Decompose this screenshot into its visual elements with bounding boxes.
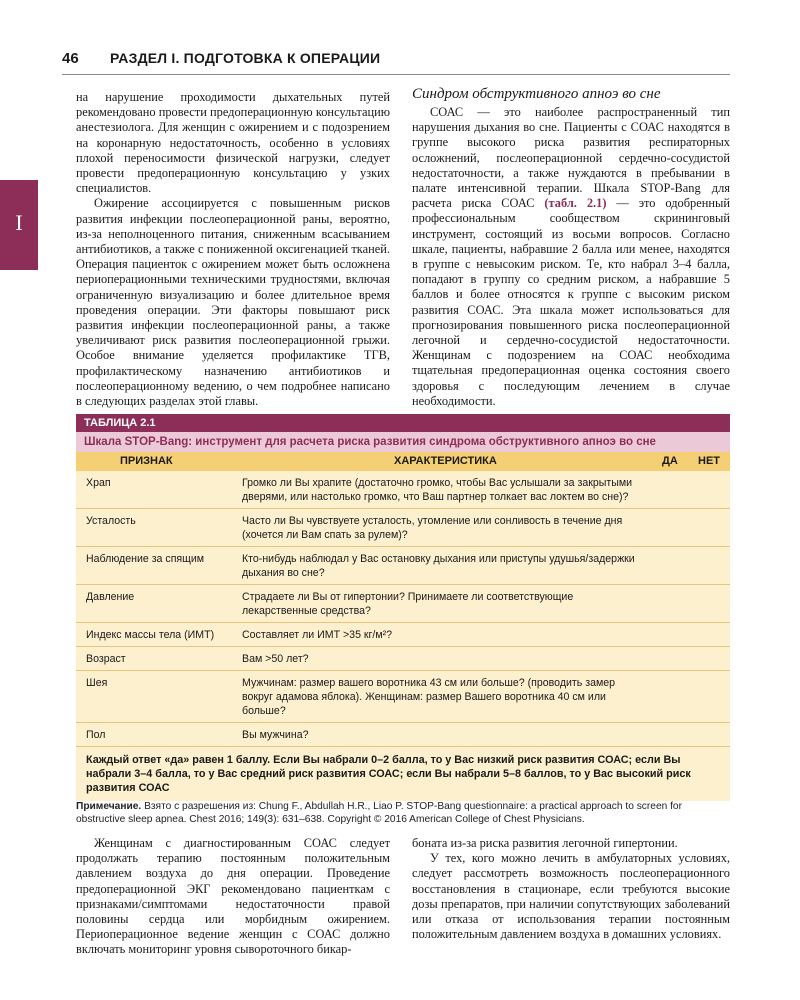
table-caption: Шкала STOP-Bang: инструмент для расчета риска развития синдрома обструктивного апноэ во сне: [76, 432, 730, 452]
left-text-column: [76, 90, 390, 409]
table-reference-link[interactable]: (табл. 2.1): [544, 196, 607, 211]
table-row: [76, 647, 730, 671]
note-label: Примечание.: [76, 801, 142, 812]
left-paragraph-2: Ожирение ассоциируется с повышенным рисков развития инфекции послеоперационной раны, вероятно, из-за неполноценного питания, сниженным всасыванием антибиотиков, а также с пониженной оксигенацией тканей. Операция пациенток с ожирением может быть осложнена периоперационными техническими трудностями, включая ограниченную визуализацию и более длительное время проведения операции. Эти факторы повышают риск развития инфекции послеоперационной раны, а также увеличивают риск развития послеоперационной грыжи. Особое внимание уделяется профилактике ТГВ, профилактическому назначению антибиотиков и послеоперационному ведению, о чем подробнее написано в следующих разделах этой главы.: [76, 196, 390, 409]
row-characteristic: Вы мужчина?: [242, 729, 309, 741]
row-sign: Пол: [86, 729, 106, 741]
header-no: НЕТ: [698, 455, 720, 467]
left-bottom-paragraph: Женщинам с диагностированным СОАС следует продолжать терапию постоянным положительным давлением воздуха до дня операции. Проведение предоперационной ЭКГ рекомендовано пациенткам с признаками/симптомами недостаточности правой половины сердца или морбидным ожирением. Периоперационное ведение женщин с СОАС должно включать мониторинг уровня сывороточного бикар-: [76, 836, 390, 957]
row-characteristic: Вам >50 лет?: [242, 653, 309, 665]
row-characteristic: Мужчинам: размер вашего воротника 43 см или больше? (проводить замер вокруг адамова яблока). Женщинам: размер Вашего воротника 40 см или больше?: [242, 677, 616, 717]
right-bottom-column: [412, 836, 730, 942]
right-bottom-paragraph-2: У тех, кого можно лечить в амбулаторных условиях, следует рассмотреть возможность послеоперационного восстановления в стационаре, если требуются высокие дозы препаратов, при наличии сопутствующих заболеваний или отказа от использования терапии постоянным положительным давлением воздуха в домашних условиях.: [412, 851, 730, 942]
table-footer: Каждый ответ «да» равен 1 баллу. Если Вы набрали 0–2 балла, то у Вас низкий риск развития СОАС; если Вы набрали 3–4 балла, то у Вас средний риск развития СОАС; если Вы набрали 5–8 баллов, то у Вас высокий риск развития СОАС: [86, 754, 691, 794]
row-sign: Храп: [86, 477, 111, 489]
table-note: [76, 800, 730, 826]
row-characteristic: Часто ли Вы чувствуете усталость, утомление или сонливость в течение дня (хочется ли Вам спать за рулем)?: [242, 515, 623, 541]
table-row: [76, 671, 730, 723]
table-row: [76, 623, 730, 647]
page-header: [0, 44, 800, 72]
section-title: РАЗДЕЛ I. ПОДГОТОВКА К ОПЕРАЦИИ: [110, 50, 381, 66]
right-text-column: [412, 105, 730, 409]
right-paragraph: [412, 105, 730, 409]
stop-bang-table: [76, 414, 730, 801]
header-yes: ДА: [662, 455, 678, 467]
note-text: Взято с разрешения из: Chung F., Abdullah H.R., Liao P. STOP-Bang questionnaire: a practical approach to screen for obstructive sleep apnea. Chest 2016; 149(3): 631–638. Copyright © 2016 American College of Chest Physicians.: [76, 801, 682, 825]
page-number: 46: [62, 50, 79, 67]
right-text-after-ref: — это одобренный профессиональным сообществом скрининговый инструмент, состоящий из восьми вопросов. Согласно шкале, пациенты, набравшие 2 балла или менее, находятся в группе с невысоким риском. Те, кто набрал 3–4 балла, попадают в группу со средним риском, а набравшие 5 баллов и более относятся к группе с высоким риском развития СОАС. Эта шкала может использоваться для прогнозирования повышенного риска послеоперационной легочной и сердечно-сосудистой недостаточности. Женщинам с подозрением на СОАС необходима тщательная предоперационная оценка состояния своего здоровья с последующим лечением в случае необходимости.: [412, 196, 730, 408]
left-paragraph-1: на нарушение проходимости дыхательных путей рекомендовано провести предоперационную консультацию анестезиолога. Для женщин с ожирением и с подозрением на коронарную недостаточность, особенно в условиях плохой переносимости физической нагрузки, следует провести предоперационную консультацию у узких специалистов.: [76, 90, 390, 196]
right-text-before-ref: СОАС — это наиболее распространенный тип нарушения дыхания во сне. Пациенты с СОАС находятся в группе высокого риска развития респираторных осложнений, послеоперационной сердечно-сосудистой недостаточности, а также нуждаются в пребывании в палате интенсивной терапии. Шкала STOP-Bang для расчета риска СОАС: [412, 105, 730, 211]
side-tab-label: I: [15, 210, 23, 235]
row-sign: Возраст: [86, 653, 126, 665]
table-row: [76, 723, 730, 747]
row-characteristic: Кто-нибудь наблюдал у Вас остановку дыхания или приступы удушья/задержки дыхания во сне?: [242, 553, 635, 579]
table-row: [76, 585, 730, 623]
row-sign: Индекс массы тела (ИМТ): [86, 629, 215, 641]
row-sign: Наблюдение за спящим: [86, 553, 205, 565]
right-bottom-paragraph-1: боната из-за риска развития легочной гипертонии.: [412, 836, 678, 850]
row-sign: Давление: [86, 591, 135, 603]
header-rule: [62, 74, 730, 75]
row-sign: Шея: [86, 677, 108, 689]
row-characteristic: Составляет ли ИМТ >35 кг/м²?: [242, 629, 393, 641]
osa-section-heading: Синдром обструктивного апноэ во сне: [412, 86, 661, 102]
table-row: [76, 509, 730, 547]
header-sign: ПРИЗНАК: [120, 455, 173, 467]
table-row: [76, 471, 730, 509]
header-characteristic: ХАРАКТЕРИСТИКА: [394, 455, 497, 467]
table-row: [76, 547, 730, 585]
table-header-row: [76, 452, 730, 471]
row-characteristic: Страдаете ли Вы от гипертонии? Принимаете ли соответствующие лекарственные средства?: [242, 591, 574, 617]
section-side-tab: [0, 180, 38, 270]
table-label: ТАБЛИЦА 2.1: [76, 414, 730, 432]
row-characteristic: Громко ли Вы храпите (достаточно громко, чтобы Вас услышали за закрытыми дверями, или настолько громко, что Ваш партнер толкает вас локтем во сне)?: [242, 477, 633, 503]
left-bottom-column: [76, 836, 390, 958]
row-sign: Усталость: [86, 515, 136, 527]
